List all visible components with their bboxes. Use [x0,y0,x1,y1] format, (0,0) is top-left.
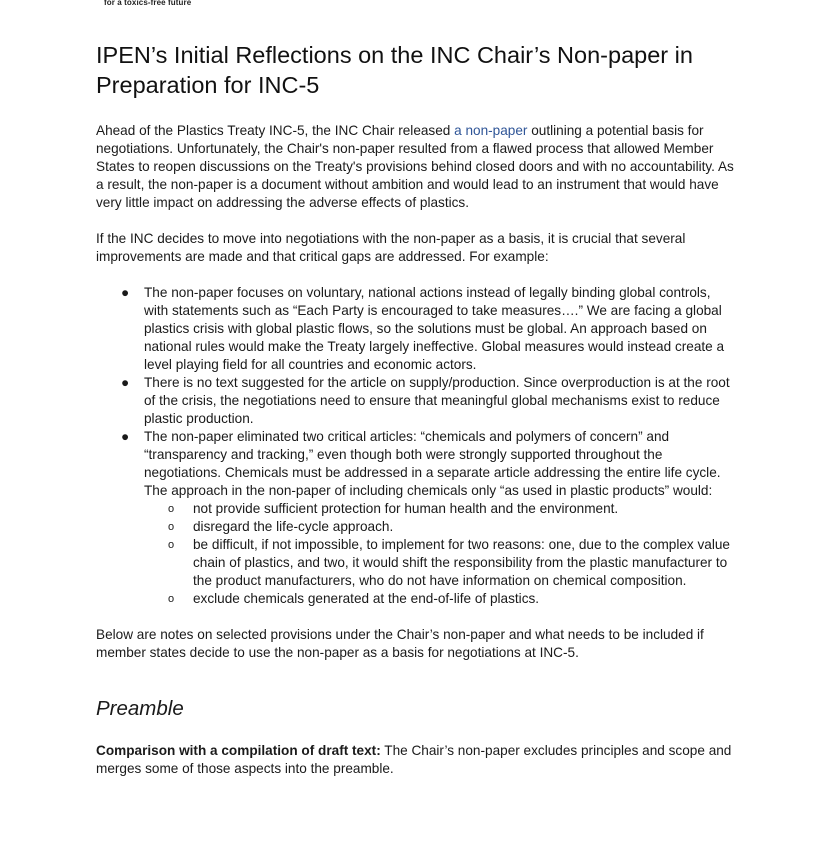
bullet-icon: ● [121,375,130,390]
notes-intro-paragraph: Below are notes on selected provisions under the Chair’s non-paper and what needs to be included if member states decide to use the non-paper as a basis for negotiations at INC-5. [96,627,704,660]
sub-list-item [144,518,736,536]
intro-text-before-link: Ahead of the Plastics Treaty INC-5, the INC Chair released [96,123,455,138]
sub-bullet-icon: o [168,593,175,605]
comparison-label: Comparison with a compilation of draft text: [96,743,381,758]
bullet-icon: ● [121,429,130,444]
sub-list-item [144,536,736,590]
sub-bullet-text: disregard the life-cycle approach. [193,519,394,534]
sub-bullet-icon: o [168,503,175,515]
sub-bullet-text: be difficult, if not impossible, to implement for two reasons: one, due to the complex value chain of plastics, and two, it would shift the responsibility from the plastic manufacturer to the product manufacturers, who do not have information on chemical composition. [193,537,730,588]
comparison-text: The Chair’s non-paper excludes principles and scope and merges some of those aspects into the preamble. [96,743,732,776]
bullet-icon: ● [121,285,130,300]
bullet-text: The non-paper focuses on voluntary, national actions instead of legally binding global controls, with statements such as “Each Party is encouraged to take measures….” We are facing a global plastics crisis with global plastic flows, so the solutions must be global. An approach based on national rules would make the Treaty largely ineffective. Global measures would instead create a level playing field for all countries and economic actors. [144,285,725,372]
list-item [96,284,736,374]
ipen-tagline: for a toxics-free future [104,0,192,7]
document-page [96,40,736,778]
sub-bullet-icon: o [168,521,175,533]
comparison-paragraph [96,742,736,778]
sub-list-item [144,500,736,518]
list-item [96,428,736,608]
sub-bullet-text: exclude chemicals generated at the end-of-life of plastics. [193,591,540,606]
bullet-text: There is no text suggested for the article on supply/production. Since overproduction is at the root of the crisis, the negotiations need to ensure that meaningful global mechanisms exist to reduce plastic production. [144,375,730,426]
non-paper-link[interactable]: a non-paper [454,123,528,138]
bullet-text: The non-paper eliminated two critical articles: “chemicals and polymers of concern” and “transparency and tracking,” even though both were strongly supported throughout the negotiations. Chemicals must be addressed in a separate article addressing the entire life cycle. The approach in the non-paper of including chemicals only “as used in plastic products” would: [144,429,721,498]
preamble-heading: Preamble [96,697,184,720]
sub-bullet-icon: o [168,539,175,551]
sub-bullet-text: not provide sufficient protection for human health and the environment. [193,501,619,516]
chemicals-sublist [144,500,736,608]
list-item [96,374,736,428]
conditions-paragraph: If the INC decides to move into negotiations with the non-paper as a basis, it is crucial that several improvements are made and that critical gaps are addressed. For example: [96,231,686,264]
sub-list-item [144,590,736,608]
document-title: IPEN’s Initial Reflections on the INC Chair’s Non-paper in Preparation for INC-5 [96,42,693,98]
improvements-list [96,284,736,608]
intro-text-after-link: outlining a potential basis for negotiations. Unfortunately, the Chair's non-paper resulted from a flawed process that allowed Member States to reopen discussions on the Treaty's provisions behind closed doors and with no accountability. As a result, the non-paper is a document without ambition and would lead to an instrument that would have very little impact on addressing the adverse effects of plastics. [96,123,734,210]
intro-paragraph [96,122,736,212]
